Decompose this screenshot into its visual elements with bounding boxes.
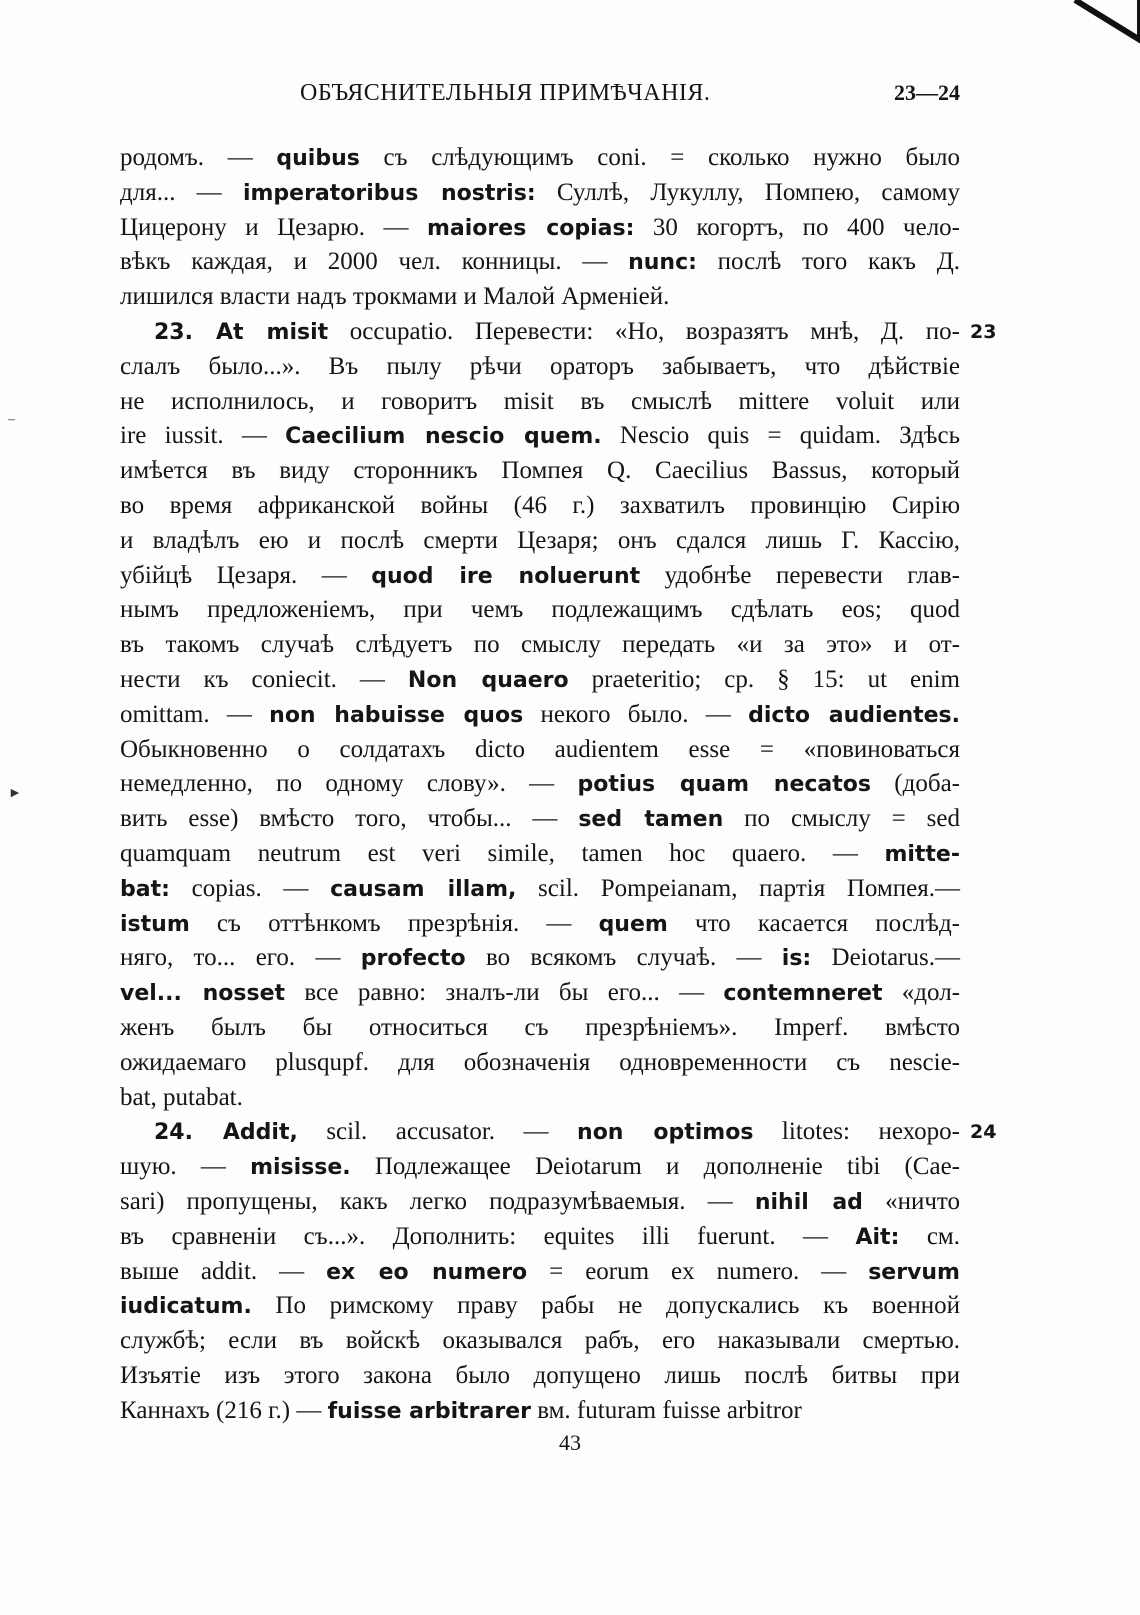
- lemma: iudicatum.: [120, 1294, 252, 1320]
- line-text: лишился власти надъ трокмами и Малой Арменіей.: [120, 283, 670, 311]
- line-text: Каннахъ (216 г.) —: [120, 1396, 328, 1424]
- line-text: имѣется въ виду сторонникъ Помпея Q. Caecilius Bassus, который: [120, 457, 960, 485]
- line-text: нымъ предложеніемъ, при чемъ подлежащимъ сдѣлать eos; quod: [120, 596, 960, 624]
- header-title: ОБЪЯСНИТЕЛЬНЫЯ ПРИМѢЧАНІЯ.: [300, 80, 711, 106]
- text-line: [120, 941, 960, 976]
- line-text: съ оттѣнкомъ презрѣнія. —: [189, 909, 599, 937]
- line-text: что касается послѣд-: [667, 909, 960, 937]
- text-line: [120, 245, 960, 280]
- line-text: по смыслу = sed: [723, 805, 960, 833]
- running-header: [120, 80, 960, 116]
- text-line: [120, 280, 960, 315]
- line-text: = eorum ex numero. —: [527, 1257, 869, 1285]
- lemma: causam illam,: [330, 876, 517, 902]
- line-text: «дол-: [882, 979, 960, 1007]
- text-line: [120, 454, 960, 489]
- text-line: [120, 1185, 960, 1220]
- line-text: copias. —: [169, 874, 331, 902]
- line-text: scil. Pompeianam, партія Помпея.—: [516, 874, 961, 902]
- line-text: няго, то... его. —: [120, 944, 361, 972]
- lemma: potius quam necatos: [577, 772, 871, 798]
- line-text: вить esse) вмѣсто того, чтобы... —: [120, 805, 579, 833]
- lemma: contemneret: [723, 981, 883, 1007]
- line-text: occupatio. Перевести: «Но, возразятъ мнѣ, Д. по-: [328, 317, 960, 345]
- text-line: [120, 767, 960, 802]
- text-line: [120, 1359, 960, 1394]
- line-text: женъ былъ бы относиться съ презрѣніемъ». Imperf. вмѣсто: [120, 1013, 960, 1041]
- line-text: для... —: [120, 178, 243, 206]
- text-line: [120, 1011, 960, 1046]
- text-line: [120, 663, 960, 698]
- text-line: [120, 211, 960, 246]
- lemma: vel... nosset: [120, 981, 286, 1007]
- line-text: ire iussit. —: [120, 422, 286, 450]
- lemma: bat:: [120, 876, 170, 902]
- text-line: [120, 1115, 997, 1150]
- text-line: [120, 872, 960, 907]
- lemma: imperatoribus nostris:: [242, 180, 536, 206]
- lemma: Ait:: [855, 1224, 900, 1250]
- line-text: По римскому праву рабы не допускались къ военной: [251, 1292, 960, 1320]
- lemma: mitte-: [884, 841, 960, 867]
- line-text: Обыкновенно о солдатахъ dicto audientem esse = «повиноваться: [120, 735, 960, 763]
- line-text: въ такомъ случаѣ слѣдуетъ по смыслу передать «и за это» и от-: [120, 631, 960, 659]
- text-line: [120, 907, 960, 942]
- text-line: [120, 1289, 960, 1324]
- text-line: [120, 733, 960, 768]
- text-line: [120, 141, 960, 176]
- lemma: misisse.: [250, 1155, 351, 1181]
- line-text: praeteritio; ср. § 15: ut enim: [568, 665, 960, 693]
- line-text: quamquam neutrum est veri simile, tamen hoc quaero. —: [120, 839, 885, 867]
- text-line: [120, 524, 960, 559]
- text-line: [120, 559, 960, 594]
- text-line: [120, 802, 960, 837]
- line-text: выше addit. —: [120, 1257, 327, 1285]
- page-number: 43: [559, 1430, 581, 1455]
- text-line: [120, 1324, 960, 1359]
- line-text: Deiotarus.—: [811, 944, 960, 972]
- text-line: [120, 1394, 960, 1429]
- text-line: [120, 1081, 960, 1116]
- line-text: Изъятіе изъ этого закона было допущено лишь послѣ битвы при: [120, 1361, 960, 1389]
- text-line: [120, 1150, 960, 1185]
- text-line: [120, 628, 960, 663]
- line-text: sari) пропущены, какъ легко подразумѣваемыя. —: [120, 1187, 755, 1215]
- lemma: non optimos: [577, 1120, 754, 1146]
- line-text: немедленно, по одному слову». —: [120, 770, 578, 798]
- line-text: некого было. —: [523, 700, 749, 728]
- text-line: [120, 698, 960, 733]
- lemma: servum: [868, 1259, 960, 1285]
- lemma: nihil ad: [754, 1189, 863, 1215]
- line-text: (доба-: [870, 770, 960, 798]
- lemma: non habuisse quos: [269, 702, 524, 728]
- line-text: scil. accusator. —: [297, 1118, 578, 1146]
- text-line: [120, 489, 960, 524]
- line-text: все равно: зналъ-ли бы его... —: [285, 979, 724, 1007]
- lemma: profecto: [360, 946, 466, 972]
- lemma: nunc:: [628, 250, 697, 276]
- line-text: bat, putabat.: [120, 1083, 243, 1111]
- margin-section-number: 24: [970, 1121, 997, 1144]
- line-text: родомъ. —: [120, 144, 277, 171]
- line-text: не исполнилось, и говоритъ misit въ смыслѣ mittere voluit или: [120, 387, 960, 415]
- lemma: dicto audientes.: [748, 702, 961, 728]
- line-text: 30 когортъ, по 400 чело-: [634, 213, 960, 241]
- lemma: ex eo numero: [326, 1259, 528, 1285]
- lemma: quem: [598, 911, 668, 937]
- margin-section-number: 23: [970, 320, 997, 343]
- text-line: [120, 350, 960, 385]
- margin-dash-mark: –: [8, 412, 15, 427]
- line-text: съ слѣдующимъ coni. = сколько нужно было: [359, 144, 960, 171]
- text-line: [120, 315, 997, 350]
- line-text: и владѣлъ ею и послѣ смерти Цезаря; онъ сдался лишь Г. Кассію,: [120, 526, 960, 554]
- text-line: [120, 1220, 960, 1255]
- lemma: maiores copias:: [427, 215, 635, 241]
- line-text: «ничто: [862, 1187, 961, 1215]
- line-text: ожидаемаго plusqupf. для обозначенія одновременности съ nescie-: [120, 1048, 960, 1076]
- lemma: quibus: [276, 146, 360, 171]
- text-line: [120, 176, 960, 211]
- margin-arrow-mark: ►: [8, 786, 22, 801]
- text-line: [120, 1255, 960, 1290]
- lemma: 24. Addit,: [154, 1120, 298, 1146]
- line-text: слалъ было...». Въ пылу рѣчи ораторъ забываетъ, что дѣйствіе: [120, 352, 960, 380]
- text-line: [120, 976, 960, 1011]
- text-line: [120, 385, 960, 420]
- lemma: is:: [781, 946, 812, 972]
- line-text: Подлежащее Deiotarum и дополненіе tibi (Cae-: [350, 1153, 960, 1181]
- line-text: удобнѣе перевести глав-: [640, 561, 960, 589]
- line-text: вм. futuram fuisse arbitror: [530, 1396, 802, 1424]
- line-text: послѣ того какъ Д.: [696, 248, 960, 276]
- text-line: [120, 593, 960, 628]
- page-corner-mark: [1020, 0, 1140, 50]
- line-text: вѣкъ каждая, и 2000 чел. конницы. —: [120, 248, 629, 276]
- lemma: quod ire noluerunt: [371, 563, 641, 589]
- lemma: istum: [120, 911, 190, 937]
- commentary-text: [120, 141, 997, 1428]
- text-line: [120, 419, 960, 454]
- line-text: см.: [899, 1222, 960, 1250]
- line-text: шую. —: [120, 1153, 251, 1181]
- line-text: Цицерону и Цезарю. —: [120, 213, 427, 241]
- lemma: Caecilium nescio quem.: [285, 424, 602, 450]
- line-text: Суллѣ, Лукуллу, Помпею, самому: [535, 178, 961, 206]
- line-text: нести къ coniecit. —: [120, 665, 408, 693]
- text-line: [120, 1046, 960, 1081]
- lemma: 23. At misit: [154, 319, 329, 345]
- line-text: Nescio quis = quidam. Здѣсь: [601, 422, 960, 450]
- lemma: fuisse arbitrarer: [327, 1398, 531, 1424]
- line-text: въ сравненіи съ...». Дополнить: equites illi fuerunt. —: [120, 1222, 856, 1250]
- line-text: убійцѣ Цезаря. —: [120, 561, 372, 589]
- text-line: [120, 837, 960, 872]
- lemma: Non quaero: [407, 667, 569, 693]
- line-text: во всякомъ случаѣ. —: [465, 944, 782, 972]
- line-text: litotes: нехоро-: [753, 1118, 960, 1146]
- header-page-range: 23—24: [894, 80, 960, 105]
- line-text: omittam. —: [120, 700, 270, 728]
- line-text: во время африканской войны (46 г.) захватилъ провинцію Сирію: [120, 491, 960, 519]
- line-text: службѣ; если въ войскѣ оказывался рабъ, его наказывали смертью.: [120, 1327, 960, 1355]
- lemma: sed tamen: [578, 807, 724, 833]
